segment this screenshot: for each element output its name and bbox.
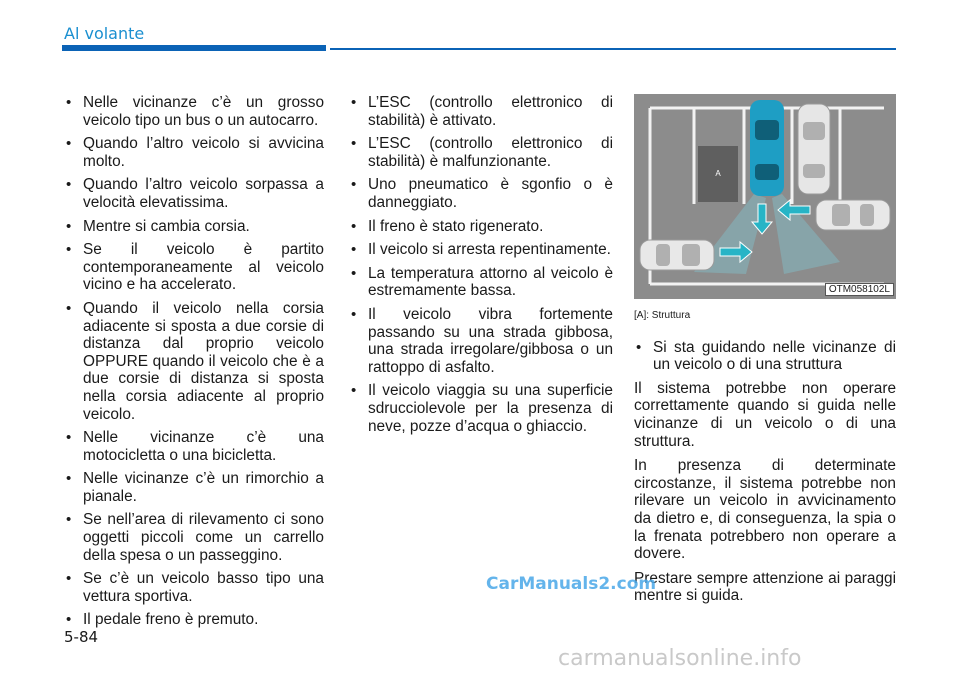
section-title: Al volante: [64, 24, 145, 43]
list-item: • Se c’è un veicolo basso tipo una vettura sportiva.: [64, 570, 324, 605]
list-item: • Si sta guidando nelle vicinanze di un veicolo o di una struttura: [634, 339, 896, 374]
page-number: 5-84: [64, 628, 99, 646]
paragraph: Il sistema potrebbe non operare correttamente quando si guida nelle vicinanze di un veicolo o di una struttura.: [634, 379, 896, 450]
list-item: • Quando l’altro veicolo si avvicina molto.: [64, 135, 324, 170]
header-rule-thick: [62, 45, 326, 51]
list-item: • Nelle vicinanze c’è un grosso veicolo tipo un bus o un autocarro.: [64, 94, 324, 129]
column-middle: [349, 94, 613, 441]
list-item: • L’ESC (controllo elettronico di stabilità) è malfunzionante.: [349, 135, 613, 170]
watermark-link[interactable]: CarManuals2.com: [486, 574, 657, 594]
list-item: • Quando l’altro veicolo sorpassa a velocità elevatissima.: [64, 176, 324, 211]
parking-lot-svg: [634, 94, 896, 299]
paragraph: In presenza di determinate circostanze, il sistema potrebbe non rilevare un veicolo in avvicinamento da dietro e, di conseguenza, la spia o la frenata potrebbero non operare a dovere.: [634, 457, 896, 563]
list-item: • Uno pneumatico è sgonfio o è danneggiato.: [349, 176, 613, 211]
list-item: • La temperatura attorno al veicolo è estremamente bassa.: [349, 265, 613, 300]
bullet-list-right: [634, 339, 896, 374]
bullet-list-left: [64, 94, 324, 629]
parking-lot-illustration: [634, 94, 896, 299]
approaching-car-left: [640, 240, 714, 270]
list-item: • Se il veicolo è partito contemporaneamente al veicolo vicino e ha accelerato.: [64, 241, 324, 294]
list-item: • Mentre si cambia corsia.: [64, 218, 324, 236]
bullet-list-middle: [349, 94, 613, 435]
watermark-bottom: carmanualsonline.info: [558, 646, 802, 671]
list-item: • Il pedale freno è premuto.: [64, 611, 324, 629]
column-right: [634, 94, 896, 612]
structure-label: A: [715, 169, 721, 178]
list-item: • Il veicolo vibra fortemente passando su una strada gibbosa, una strada irregolare/gibbosa o un rattoppo di asfalto.: [349, 306, 613, 376]
list-item: • Se nell’area di rilevamento ci sono oggetti piccoli come un carrello della spesa o un passeggino.: [64, 511, 324, 564]
list-item: • Nelle vicinanze c’è un rimorchio a pianale.: [64, 470, 324, 505]
paragraph: Prestare sempre attenzione ai paraggi mentre si guida.: [634, 569, 896, 605]
column-left: [64, 94, 324, 635]
list-item: • Nelle vicinanze c’è una motocicletta o una bicicletta.: [64, 429, 324, 464]
ego-car: [750, 100, 784, 196]
list-item: • Il freno è stato rigenerato.: [349, 218, 613, 236]
approaching-car-right: [816, 200, 890, 230]
list-item: • Quando il veicolo nella corsia adiacente si sposta a due corsie di distanza dal proprio veicolo OPPURE quando il veicolo che è a due corsie di distanza si sposta nella corsia adiacente al proprio veicolo.: [64, 300, 324, 423]
figure-code: OTM058102L: [825, 283, 894, 296]
header-rule-thin: [330, 48, 896, 50]
list-item: • Il veicolo si arresta repentinamente.: [349, 241, 613, 259]
list-item: • Il veicolo viaggia su una superficie sdrucciolevole per la presenza di neve, pozze d’acqua o ghiaccio.: [349, 382, 613, 435]
figure-caption: [A]: Struttura: [634, 310, 691, 321]
parked-car: [798, 104, 830, 194]
list-item: • L’ESC (controllo elettronico di stabilità) è attivato.: [349, 94, 613, 129]
